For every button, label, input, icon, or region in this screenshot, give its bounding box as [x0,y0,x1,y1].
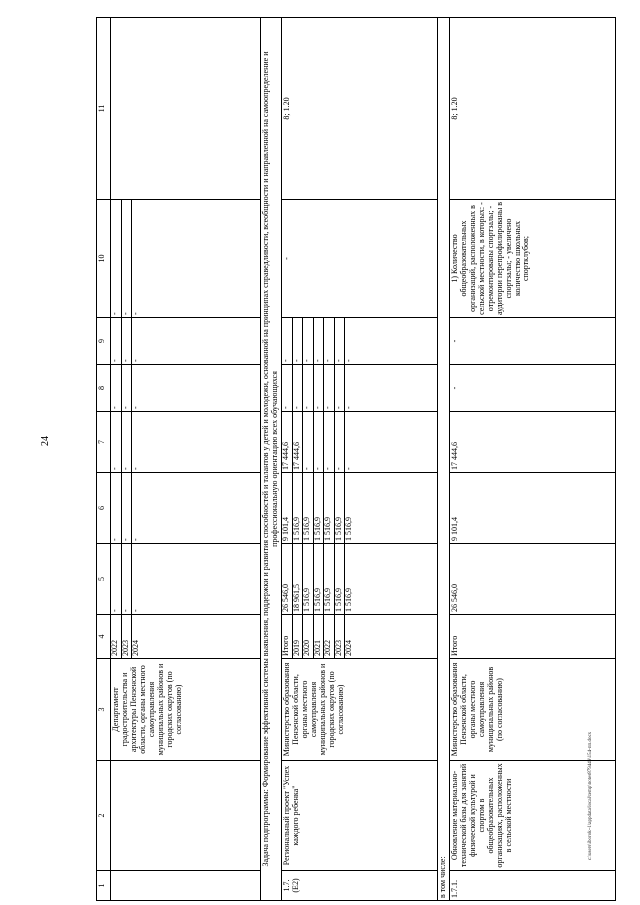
project-c5 [281,544,437,615]
col-head-1: 1 [97,871,111,901]
in-that-number-row [437,18,449,901]
event-c7: 17 444,6 [449,412,615,473]
year-cell: 2024 [344,640,354,656]
value-cell: - [111,412,121,472]
value-cell: 17 444,6 [292,412,303,472]
col-head-4: 4 [97,615,111,659]
value-cell: - [344,406,354,409]
value-cell: 1 516,9 [344,517,354,541]
event-name: Обновление материально-технической базы для занятий физической культурой и спортом в общеобразовательных организациях, расположенных в сельской местности [449,761,615,871]
event-c8: - [449,365,615,412]
year-cell: 2023 [121,615,132,658]
value-cell: - [334,365,345,411]
page-number: 24 [40,436,51,446]
row-num: 1.7. [281,879,291,892]
col-head-10: 10 [97,200,111,318]
dept-c1 [111,871,261,901]
value-cell: - [313,318,324,364]
value-cell: - [121,412,132,472]
row-number [281,871,437,901]
value-cell: - [121,365,132,411]
value-cell: 17 444,6 [282,412,292,472]
year-cell: 2022 [111,615,121,658]
project-name: Региональный проект "Успех каждого ребенка" [281,761,437,871]
event-num: 1.7.1. [449,871,615,901]
program-table [96,17,616,901]
col-head-6: 6 [97,473,111,544]
value-cell: - [334,318,345,364]
event-executor: Министерство образования Пензенской области, органы местного самоуправления муниципальных районов (по согласованию) [449,659,615,761]
value-cell: - [111,544,121,614]
value-cell: - [313,365,324,411]
project-years [281,615,437,659]
value-cell: - [111,473,121,543]
value-cell: 1 516,9 [313,544,324,614]
dept-c8 [111,365,261,412]
dept-c7 [111,412,261,473]
value-cell: 1 516,9 [334,473,345,543]
value-cell: - [131,359,141,362]
project-row-1-7 [281,18,437,901]
project-c9 [281,318,437,365]
value-cell: - [111,200,121,317]
in-that-number: в том числе: [437,18,449,901]
dept-c9 [111,318,261,365]
col-head-3: 3 [97,659,111,761]
value-cell: - [121,318,132,364]
value-cell: 18 961,5 [292,544,303,614]
value-cell: - [131,406,141,409]
value-cell: - [131,609,141,612]
dept-executor: Департамент градостроительства и архитектуры Пензенской области, органы местного самоуправления муниципальных районов и городских округов (по согласованию) [111,659,261,761]
value-cell: 9 101,4 [282,473,292,543]
value-cell: - [282,318,292,364]
project-code: (Е2) [290,878,300,893]
project-c10: - [281,200,437,318]
dept-c11 [111,18,261,200]
col-head-8: 8 [97,365,111,412]
value-cell: 26 546,0 [282,544,292,614]
value-cell: - [303,365,314,411]
dept-c2 [111,761,261,871]
value-cell: - [324,412,335,472]
dept-row [111,18,261,901]
value-cell: - [111,365,121,411]
value-cell: - [344,467,354,470]
year-cell: Итого [282,615,292,658]
value-cell: 1 516,9 [324,544,335,614]
value-cell: 1 516,9 [292,473,303,543]
dept-years [111,615,261,659]
year-cell: 2021 [313,615,324,658]
project-c6 [281,473,437,544]
event-c10: 1) Количество общеобразовательных организаций, расположенных в сельской местности, в которых: - отремонтированы спортзалы; - аудитории перепрофилированы в спортзалы; - увеличено количество школьных спортклубов; [449,200,615,318]
value-cell: - [324,365,335,411]
value-cell: - [344,359,354,362]
project-c11: 8; 1.20 [281,18,437,200]
event-row-1-7-1 [449,18,615,901]
value-cell: 1 516,9 [303,473,314,543]
col-head-11: 11 [97,18,111,200]
value-cell: - [303,318,314,364]
column-number-row [97,18,111,901]
value-cell: 1 516,9 [344,588,354,612]
dept-c10 [111,200,261,318]
value-cell: - [131,312,141,315]
value-cell: - [282,365,292,411]
event-c9: - [449,318,615,365]
value-cell: - [121,473,132,543]
dept-c5 [111,544,261,615]
event-c11: 8; 1.20 [449,18,615,200]
project-executor: Министерство образования Пензенской области, органы местного самоуправления муниципальных районов и городских округов (по согласованию) [281,659,437,761]
value-cell: - [111,318,121,364]
value-cell: 1 516,9 [303,544,314,614]
value-cell: - [313,412,324,472]
value-cell: 1 516,9 [324,473,335,543]
col-head-9: 9 [97,318,111,365]
task-row [261,18,282,901]
year-cell: 2020 [303,615,314,658]
col-head-2: 2 [97,761,111,871]
value-cell: - [121,200,132,317]
year-cell: 2022 [324,615,335,658]
subprogram-task: Задача подпрограммы: Формирование эффективной системы выявления, поддержки и развития способностей и талантов у детей и молодежи, основанной на принципах справедливости, всеобщности и направленной на самоопределение и профессиональную ориентацию всех обучающихся [261,18,282,901]
value-cell: - [121,544,132,614]
year-cell: 2024 [131,640,141,656]
event-c6: 9 101,4 [449,473,615,544]
project-c8 [281,365,437,412]
rotated-table-container [96,18,588,901]
value-cell: - [324,318,335,364]
event-year: Итого [449,615,615,659]
value-cell: - [292,318,303,364]
value-cell: - [292,365,303,411]
value-cell: 1 516,9 [334,544,345,614]
event-c5: 26 546,0 [449,544,615,615]
col-head-7: 7 [97,412,111,473]
col-head-5: 5 [97,544,111,615]
value-cell: - [131,538,141,541]
value-cell: - [303,412,314,472]
value-cell: - [334,412,345,472]
project-c7 [281,412,437,473]
dept-c6 [111,473,261,544]
year-cell: 2019 [292,615,303,658]
value-cell: 1 516,9 [313,473,324,543]
value-cell: - [131,467,141,470]
year-cell: 2023 [334,615,345,658]
footer-file-path: c:\users\iborok~1\appdata\local\temp\notes879449\154-пп.docx [588,731,593,860]
